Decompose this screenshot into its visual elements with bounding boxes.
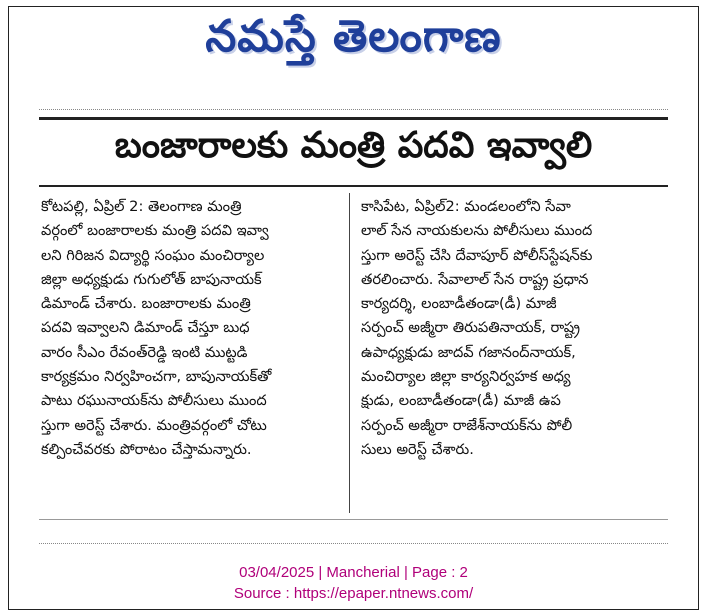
article-line: వర్గంలో బంజారాలకు మంత్రి పదవి ఇవ్వా bbox=[41, 222, 269, 240]
article-line: పదవి ఇవ్వాలని డిమాండ్ చేస్తూ బుధ bbox=[41, 319, 250, 337]
article-line: కార్యక్రమం నిర్వహించగా, బాపునాయక్‌తో bbox=[41, 368, 272, 386]
article-column-right bbox=[361, 195, 659, 462]
article-line: సులు అరెస్ట్ చేశారు. bbox=[361, 440, 474, 458]
article-line: పాటు రఘునాయక్‌ను పోలీసులు ముంద bbox=[41, 392, 267, 410]
article-line: స్తుగా అరెస్ట్ చేశారు. మంత్రివర్గంలో చోటు bbox=[41, 416, 267, 434]
headline-bottom-rule bbox=[39, 185, 668, 187]
article-line: లని గిరిజన విద్యార్థి సంఘం మంచిర్యాల bbox=[41, 246, 265, 264]
footer-source: Source : https://epaper.ntnews.com/ bbox=[233, 585, 474, 602]
article-line: సర్పంచ్ అజ్మీరా రాజేశ్‌నాయక్‌ను పోలీ bbox=[361, 416, 573, 434]
article-headline: బంజారాలకు మంత్రి పదవి ఇవ్వాలి bbox=[114, 125, 593, 166]
bottom-rule bbox=[39, 519, 668, 520]
article-line: వారం సీఎం రేవంత్‌రెడ్డి ఇంటి ముట్టడి bbox=[41, 343, 248, 361]
article-line: ఉపాధ్యక్షుడు జాదవ్ గజానంద్‌నాయక్, bbox=[361, 343, 576, 361]
footer-date-edition: 03/04/2025 | Mancherial | Page : 2 bbox=[239, 564, 468, 581]
article-line: క్షుడు, లంబాడీతండా(డీ) మాజీ ఉప bbox=[361, 392, 561, 410]
article-line: లాల్ సేన నాయకులను పోలీసులు ముంద bbox=[361, 222, 593, 240]
article-line: జిల్లా అధ్యక్షుడు గుగులోత్ బాపునాయక్ bbox=[41, 270, 262, 288]
article-line: కాసిపేట, ఏప్రిల్2: మండలంలోని సేవా bbox=[361, 198, 571, 215]
cropped-text-strip bbox=[39, 99, 668, 110]
article-line: మంచిర్యాల జిల్లా కార్యనిర్వహక అధ్య bbox=[361, 368, 571, 386]
column-divider bbox=[349, 193, 350, 513]
article-line: సర్పంచ్ అజ్మీరా తిరుపతినాయక్, రాష్ట్ర bbox=[361, 319, 581, 337]
headline-top-rule bbox=[39, 117, 668, 120]
masthead-logo: నమస్తే తెలంగాణ bbox=[205, 11, 502, 62]
cropped-bottom-strip bbox=[39, 529, 668, 544]
article-line: కార్యదర్శి, లంబాడీతండా(డీ) మాజీ bbox=[361, 295, 557, 313]
article-line: కల్పించేవరకు పోరాటం చేస్తామన్నారు. bbox=[41, 440, 252, 458]
article-line: డిమాండ్ చేశారు. బంజారాలకు మంత్రి bbox=[41, 295, 251, 313]
article-line: కోటపల్లి, ఏప్రిల్ 2: తెలంగాణ మంత్రి bbox=[41, 198, 242, 215]
article-column-left bbox=[41, 195, 339, 462]
epaper-clipping bbox=[8, 6, 699, 610]
article-line: స్తుగా అరెస్ట్ చేసి దేవాపూర్ పోలీస్‌స్టేషన్‌కు bbox=[361, 246, 593, 264]
article-line: తరలించారు. సేవాలాల్ సేన రాష్ట్ర ప్రధాన bbox=[361, 270, 589, 288]
